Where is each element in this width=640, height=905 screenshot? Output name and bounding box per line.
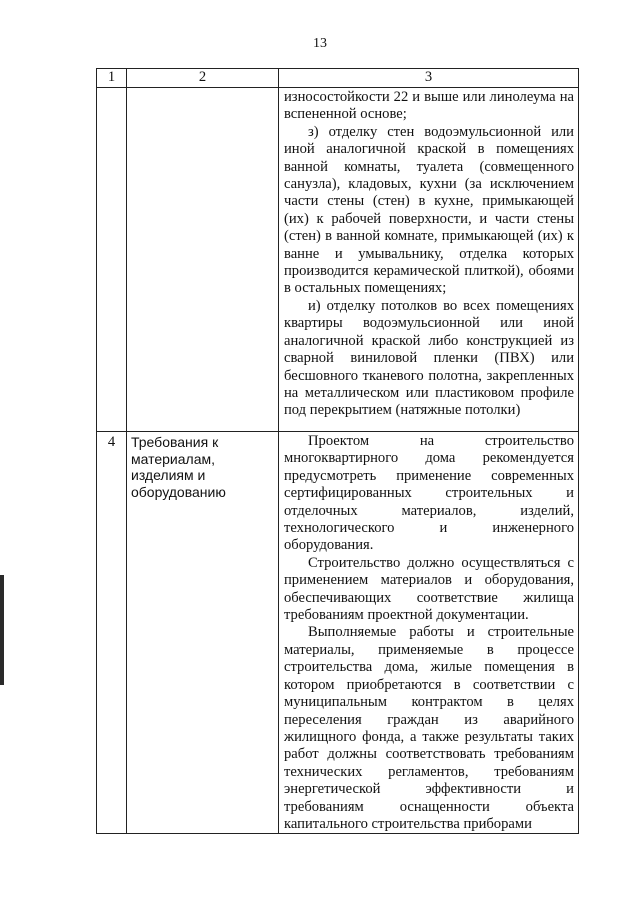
row-content-cell	[279, 88, 579, 432]
row-number-cell	[97, 88, 127, 432]
content-paragraph: и) отделку потолков во всех помещениях квартиры водоэмульсионной или иной аналогичной краской либо конструкцией из сварной виниловой пленки (ПВХ) или бесшовного тканевого полотна, закрепленных на металлическом или пластиковом профиле под перекрытием (натяжные потолки)	[284, 297, 574, 419]
row-name-cell	[127, 88, 279, 432]
row-content-cell	[279, 432, 579, 834]
content-paragraph: износостойкости 22 и выше или линолеума на вспененной основе;	[284, 89, 574, 123]
requirements-table	[96, 68, 579, 834]
content-paragraph: Строительство должно осуществляться с применением материалов и оборудования, обеспечивающих соответствие жилища требованиям проектной документации.	[284, 554, 574, 624]
row-name-cell: Требования к материалам, изделиям и оборудованию	[127, 432, 279, 834]
content-paragraph: з) отделку стен водоэмульсионной или иной аналогичной краской в помещениях ванной комнаты, туалета (совмещенного санузла), кладовых, кухни (за исключением части стены (стен) в кухне, примыкающей (их) к рабочей поверхности, и части стены (стен) в ванной комнате, примыкающей (их) к ванне и умывальнику, отделка которых производится керамической плиткой), обоями в остальных помещениях;	[284, 123, 574, 297]
column-header-content: 3	[279, 69, 579, 88]
table-header-row	[97, 69, 579, 88]
column-header-number: 1	[97, 69, 127, 88]
content-paragraph: Проектом на строительство многоквартирного дома рекомендуется предусмотреть применение современных сертифицированных строительных и отделочных материалов, изделий, технологического и инженерного оборудования.	[284, 433, 574, 554]
table-row	[97, 432, 579, 834]
table-row	[97, 88, 579, 432]
content-paragraph: Выполняемые работы и строительные материалы, применяемые в процессе строительства дома, жилые помещения в котором приобретаются в соответствии с муниципальным контрактом в целях переселения граждан из аварийного жилищного фонда, а также результаты таких работ должны соответствовать требованиям технических регламентов, требованиям энергетической эффективности и требованиям оснащенности объекта капитального строительства приборами	[284, 624, 574, 832]
column-header-name: 2	[127, 69, 279, 88]
row-number-cell: 4	[97, 432, 127, 834]
scan-edge-mark	[0, 575, 4, 685]
page-number: 13	[313, 36, 327, 51]
